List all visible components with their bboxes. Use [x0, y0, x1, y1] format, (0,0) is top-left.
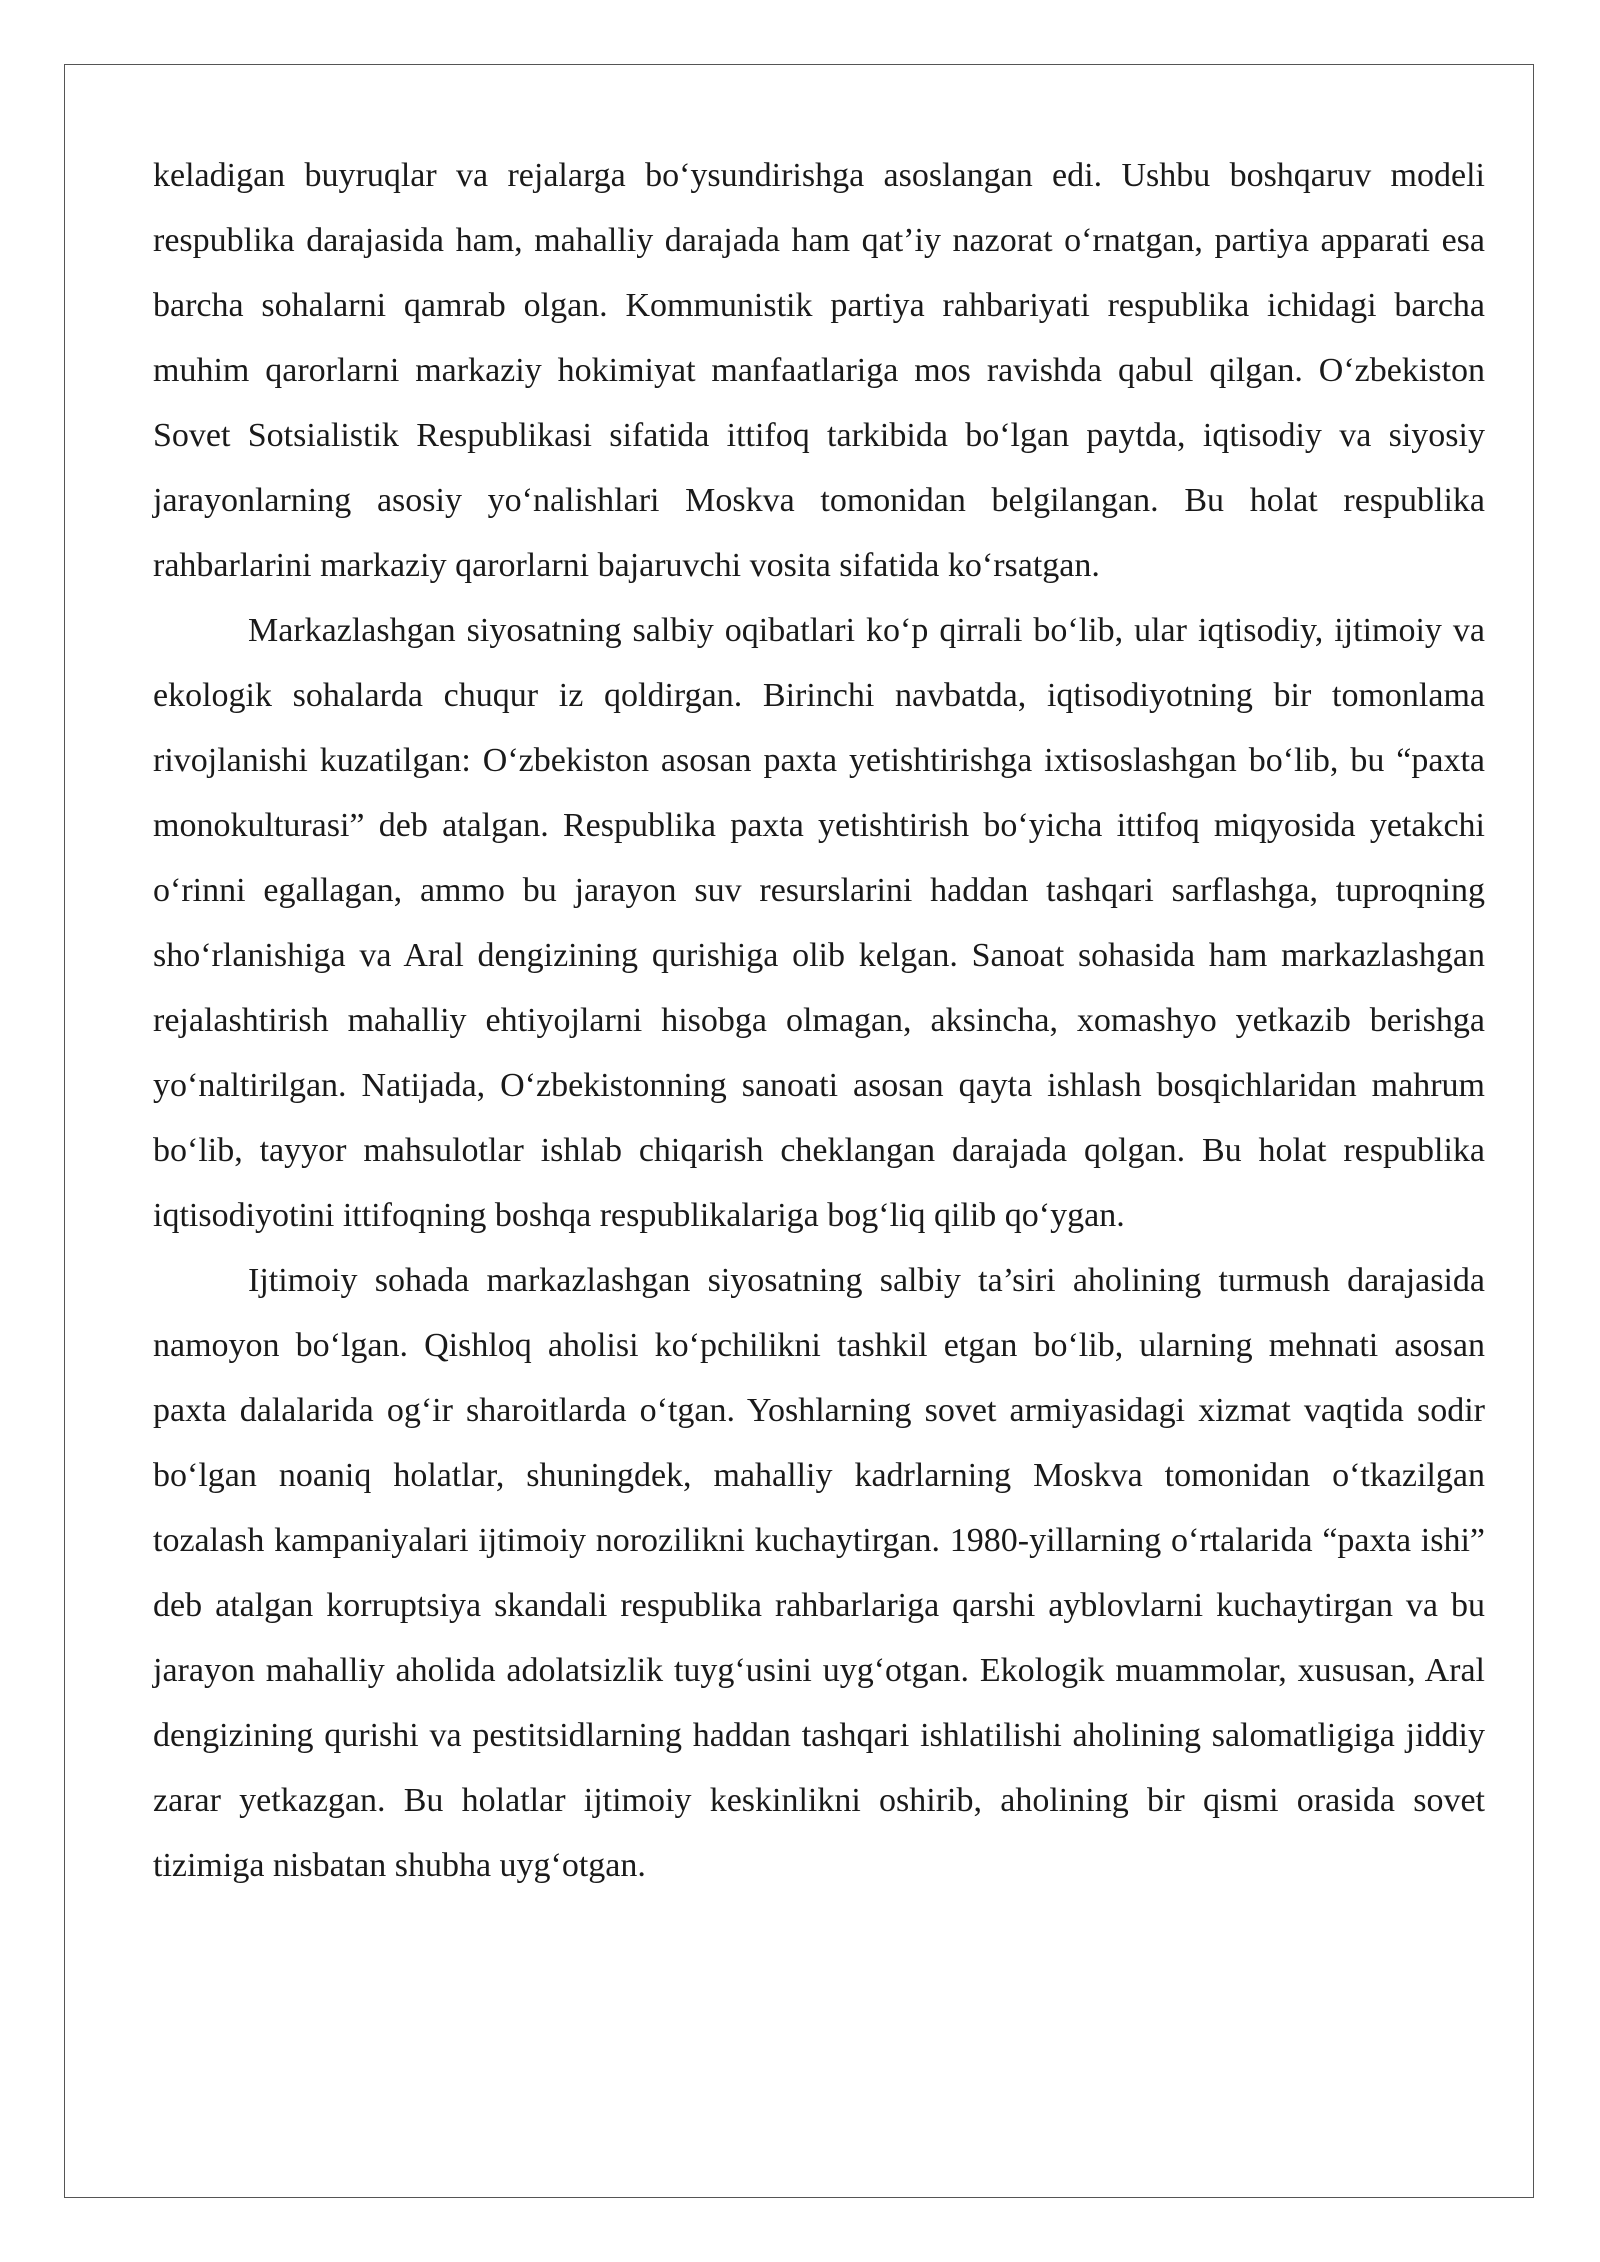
document-body [153, 143, 1485, 1898]
paragraph-continuation: keladigan buyruqlar va rejalarga bo‘ysundirishga asoslangan edi. Ushbu boshqaruv modeli respublika darajasida ham, mahalliy darajada ham qat’iy nazorat o‘rnatgan, partiya apparati esa barcha sohalarni qamrab olgan. Kommunistik partiya rahbariyati respublika ichidagi barcha muhim qarorlarni markaziy hokimiyat manfaatlariga mos ravishda qabul qilgan. O‘zbekiston Sovet Sotsialistik Respublikasi sifatida ittifoq tarkibida bo‘lgan paytda, iqtisodiy va siyosiy jarayonlarning asosiy yo‘nalishlari Moskva tomonidan belgilangan. Bu holat respublika rahbarlarini markaziy qarorlarni bajaruvchi vosita sifatida ko‘rsatgan. [153, 157, 1485, 584]
paragraph-economic-consequences: Markazlashgan siyosatning salbiy oqibatlari ko‘p qirrali bo‘lib, ular iqtisodiy, ijtimoiy va ekologik sohalarda chuqur iz qoldirgan. Birinchi navbatda, iqtisodiyotning bir tomonlama rivojlanishi kuzatilgan: O‘zbekiston asosan paxta yetishtirishga ixtisoslashgan bo‘lib, bu “paxta monokulturasi” deb atalgan. Respublika paxta yetishtirish bo‘yicha ittifoq miqyosida yetakchi o‘rinni egallagan, ammo bu jarayon suv resurslarini haddan tashqari sarflashga, tuproqning sho‘rlanishiga va Aral dengizining qurishiga olib kelgan. Sanoat sohasida ham markazlashgan rejalashtirish mahalliy ehtiyojlarni hisobga olmagan, aksincha, xomashyo yetkazib berishga yo‘naltirilgan. Natijada, O‘zbekistonning sanoati asosan qayta ishlash bosqichlaridan mahrum bo‘lib, tayyor mahsulotlar ishlab chiqarish cheklangan darajada qolgan. Bu holat respublika iqtisodiyotini ittifoqning boshqa respublikalariga bog‘liq qilib qo‘ygan. [153, 612, 1485, 1234]
paragraph-social-consequences: Ijtimoiy sohada markazlashgan siyosatning salbiy ta’siri aholining turmush darajasida namoyon bo‘lgan. Qishloq aholisi ko‘pchilikni tashkil etgan bo‘lib, ularning mehnati asosan paxta dalalarida og‘ir sharoitlarda o‘tgan. Yoshlarning sovet armiyasidagi xizmat vaqtida sodir bo‘lgan noaniq holatlar, shuningdek, mahalliy kadrlarning Moskva tomonidan o‘tkazilgan tozalash kampaniyalari ijtimoiy norozilikni kuchaytirgan. 1980-yillarning o‘rtalarida “paxta ishi” deb atalgan korruptsiya skandali respublika rahbarlariga qarshi ayblovlarni kuchaytirgan va bu jarayon mahalliy aholida adolatsizlik tuyg‘usini uyg‘otgan. Ekologik muammolar, xususan, Aral dengizining qurishi va pestitsidlarning haddan tashqari ishlatilishi aholining salomatligiga jiddiy zarar yetkazgan. Bu holatlar ijtimoiy keskinlikni oshirib, aholining bir qismi orasida sovet tizimiga nisbatan shubha uyg‘otgan. [153, 1262, 1485, 1884]
